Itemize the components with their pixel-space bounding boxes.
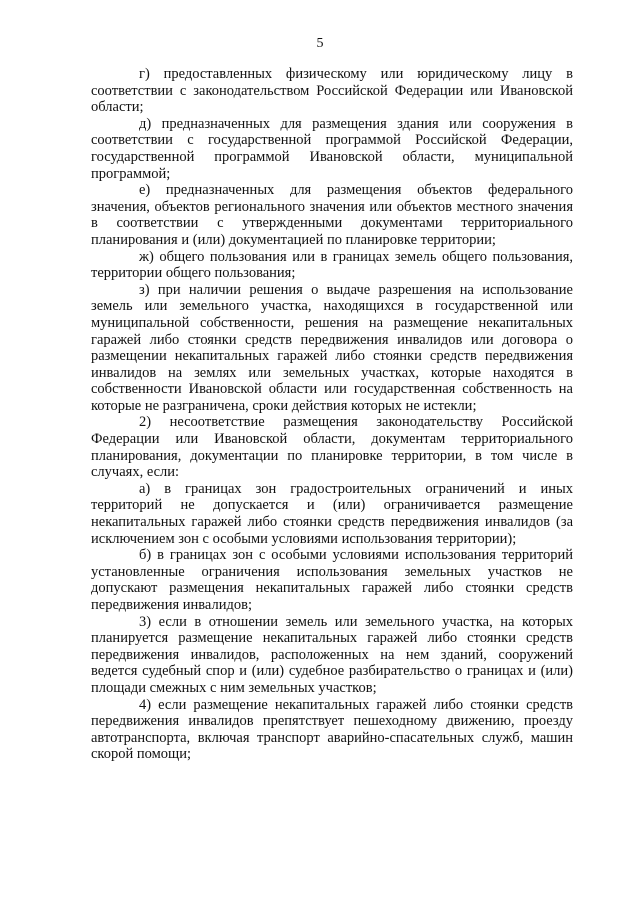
paragraph-4: 4) если размещение некапитальных гаражей либо стоянки средств передвижения инвалидов препятствует пешеходному движению, проезду автотранспорта, включая транспорт аварийно-спасательных служб, машин скорой помощи; xyxy=(91,696,573,763)
paragraph-e: е) предназначенных для размещения объектов федерального значения, объектов регионального значения или объектов местного значения в соответствии с утвержденными документами территориального планирования и (или) документацией по планировке территории; xyxy=(91,182,573,248)
page-number: 5 xyxy=(316,36,324,51)
paragraph-z: з) при наличии решения о выдаче разрешения на использование земель или земельного участка, находящихся в государственной или муниципальной собственности, решения на размещение некапитальных гаражей либо стоянки средств передвижения инвалидов или договора о размещении некапитальных гаражей либо стоянки средств передвижения инвалидов на землях или земельных участках, которые находятся в собственности Ивановской области или государственная собственность на которые не разграничена, сроки действия которых не истекли; xyxy=(91,281,573,414)
paragraph-b: б) в границах зон с особыми условиями использования территорий установленные ограничения использования земельных участков не допускают размещения некапитальных гаражей либо стоянки средств передвижения инвалидов; xyxy=(91,547,573,613)
paragraph-g: г) предоставленных физическому или юридическому лицу в соответствии с законодательством Российской Федерации или Ивановской области; xyxy=(91,66,573,116)
document-body xyxy=(91,66,573,763)
paragraph-d: д) предназначенных для размещения здания или сооружения в соответствии с государственной программой Российской Федерации, государственной программой Ивановской области, муниципальной программой; xyxy=(91,115,573,182)
paragraph-3: 3) если в отношении земель или земельного участка, на которых планируется размещение некапитальных гаражей либо стоянки средств передвижения инвалидов, расположенных на нем зданий, сооружений ведется судебный спор и (или) судебное разбирательство о границах и (или) площади смежных с ним земельных участков; xyxy=(91,613,573,696)
paragraph-zh: ж) общего пользования или в границах земель общего пользования, территории общего пользования; xyxy=(91,248,573,282)
paragraph-2: 2) несоответствие размещения законодательству Российской Федерации или Ивановской области, документам территориального планирования, документации по планировке территории, в том числе в случаях, если: xyxy=(91,414,573,481)
paragraph-a: а) в границах зон градостроительных ограничений и иных территорий не допускается и (или) ограничивается размещение некапитальных гаражей либо стоянки средств передвижения инвалидов (за исключением зон с особыми условиями использования территории); xyxy=(91,480,573,547)
